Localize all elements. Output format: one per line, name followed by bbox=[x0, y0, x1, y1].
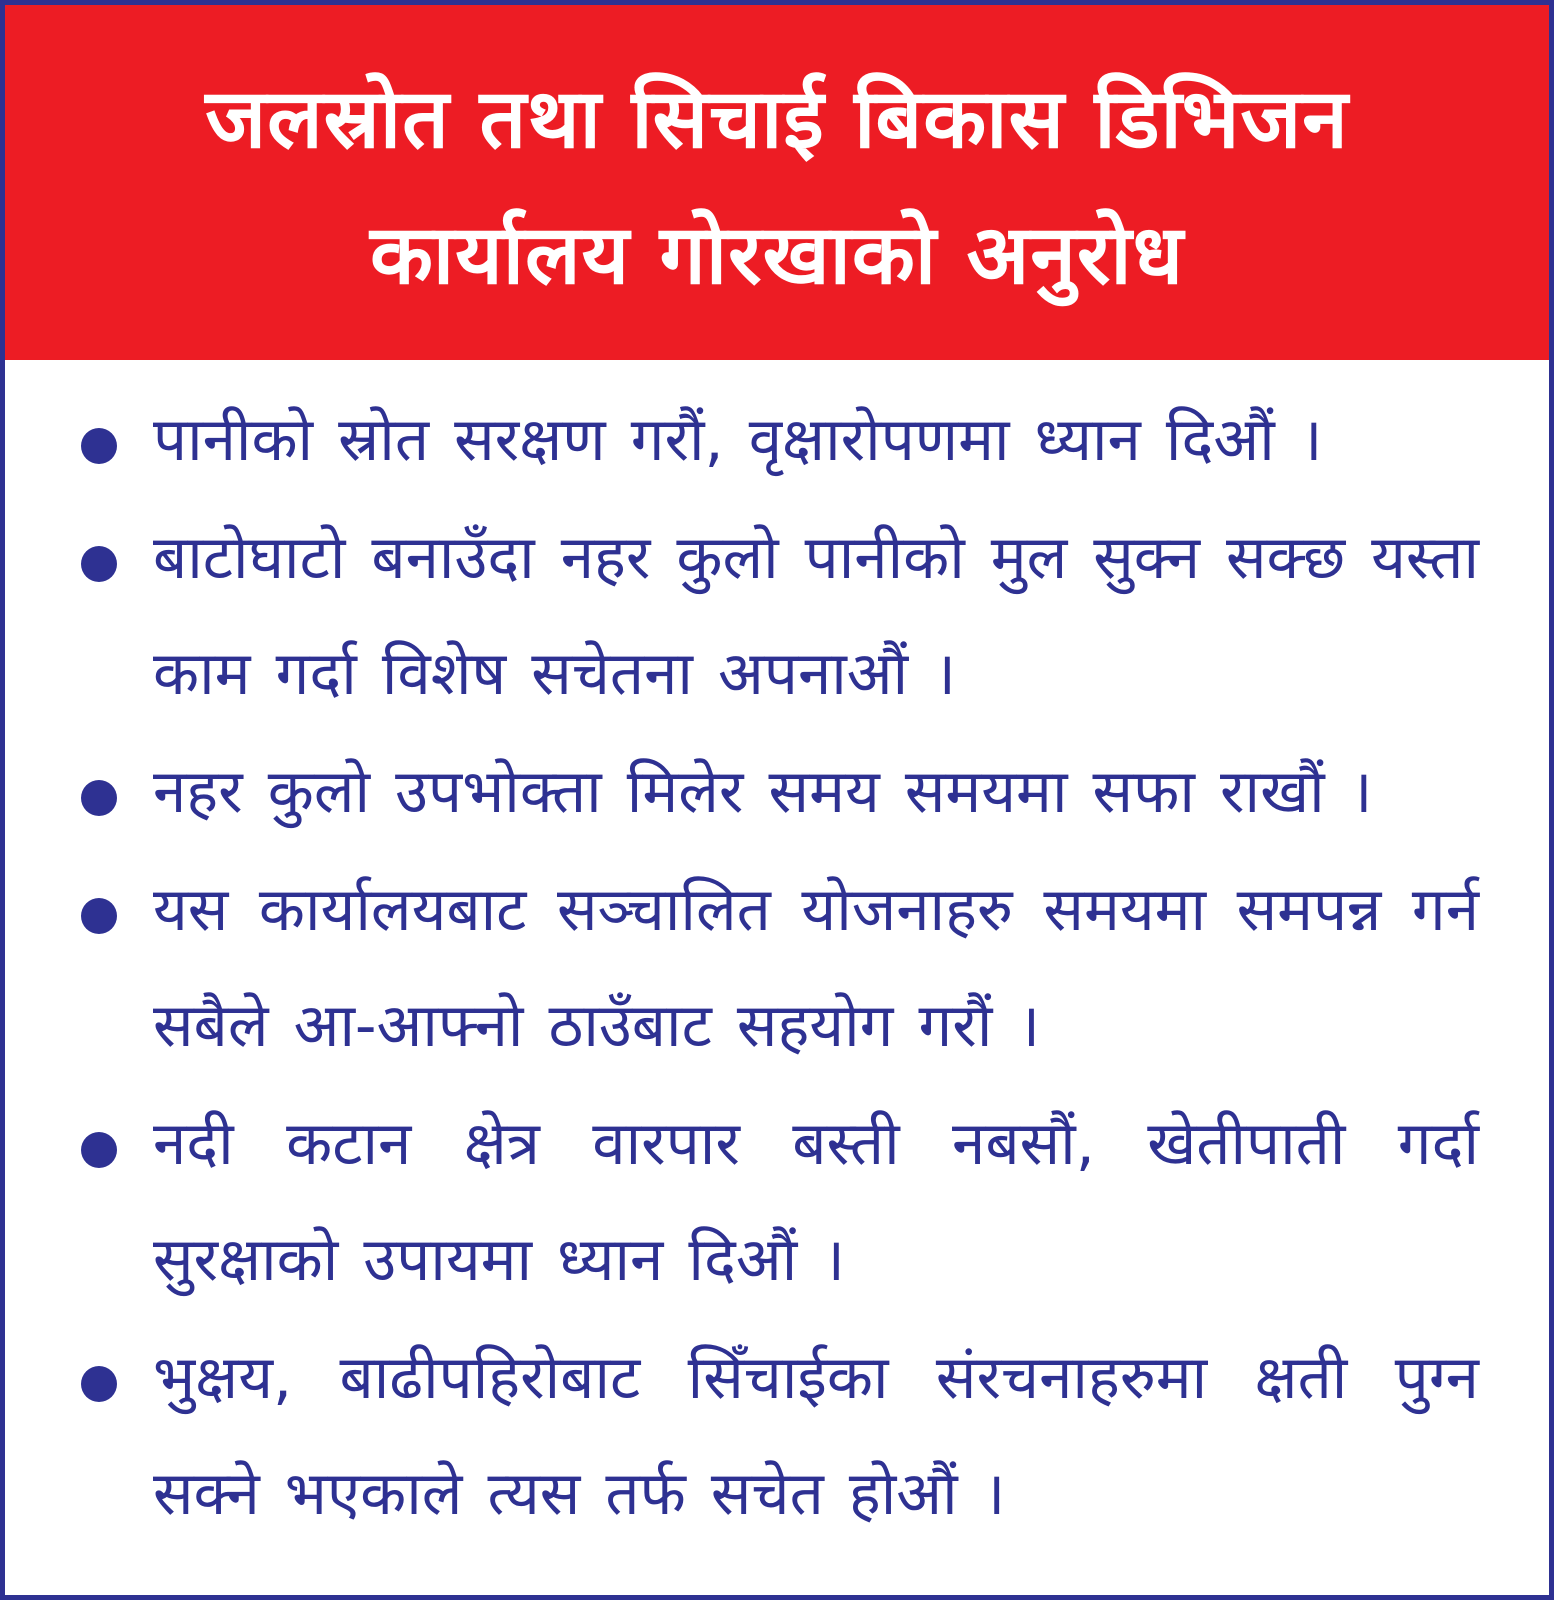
notice-body bbox=[5, 360, 1549, 1595]
bullet-dot-icon bbox=[81, 780, 117, 816]
notice-header bbox=[5, 5, 1549, 360]
header-title-line-2: कार्यालय गोरखाको अनुरोध bbox=[369, 207, 1185, 303]
notice-item bbox=[75, 734, 1479, 850]
header-title-line-1: जलस्रोत तथा सिचाई बिकास डिभिजन bbox=[205, 71, 1349, 167]
notice-item bbox=[75, 382, 1479, 498]
bullet-dot-icon bbox=[81, 1366, 117, 1402]
notice-item-text: बाटोघाटो बनाउँदा नहर कुलो पानीको मुल सुक्न सक्छ यस्ता काम गर्दा विशेष सचेतना अपनाऔं । bbox=[153, 523, 1479, 709]
bullet-dot-icon bbox=[81, 428, 117, 464]
notice-item-text: नदी कटान क्षेत्र वारपार बस्ती नबसौं, खेतीपाती गर्दा सुरक्षाको उपायमा ध्यान दिऔं । bbox=[153, 1109, 1479, 1295]
notice-item bbox=[75, 1320, 1479, 1552]
notice-item-text: पानीको स्रोत सरक्षण गरौं, वृक्षारोपणमा ध्यान दिऔं । bbox=[153, 405, 1323, 475]
notice-item bbox=[75, 1086, 1479, 1318]
bullet-dot-icon bbox=[81, 546, 117, 582]
notice-item bbox=[75, 852, 1479, 1084]
notice-item-text: नहर कुलो उपभोक्ता मिलेर समय समयमा सफा राखौं । bbox=[153, 757, 1373, 827]
notice-item-text: यस कार्यालयबाट सञ्चालित योजनाहरु समयमा समपन्न गर्न सबैले आ-आफ्नो ठाउँबाट सहयोग गरौं । bbox=[153, 875, 1479, 1061]
bullet-dot-icon bbox=[81, 898, 117, 934]
bullet-dot-icon bbox=[81, 1132, 117, 1168]
notice-item bbox=[75, 500, 1479, 732]
notice-item-text: भुक्षय, बाढीपहिरोबाट सिँचाईका संरचनाहरुमा क्षती पुग्न सक्ने भएकाले त्यस तर्फ सचेत होऔं । bbox=[153, 1343, 1479, 1529]
